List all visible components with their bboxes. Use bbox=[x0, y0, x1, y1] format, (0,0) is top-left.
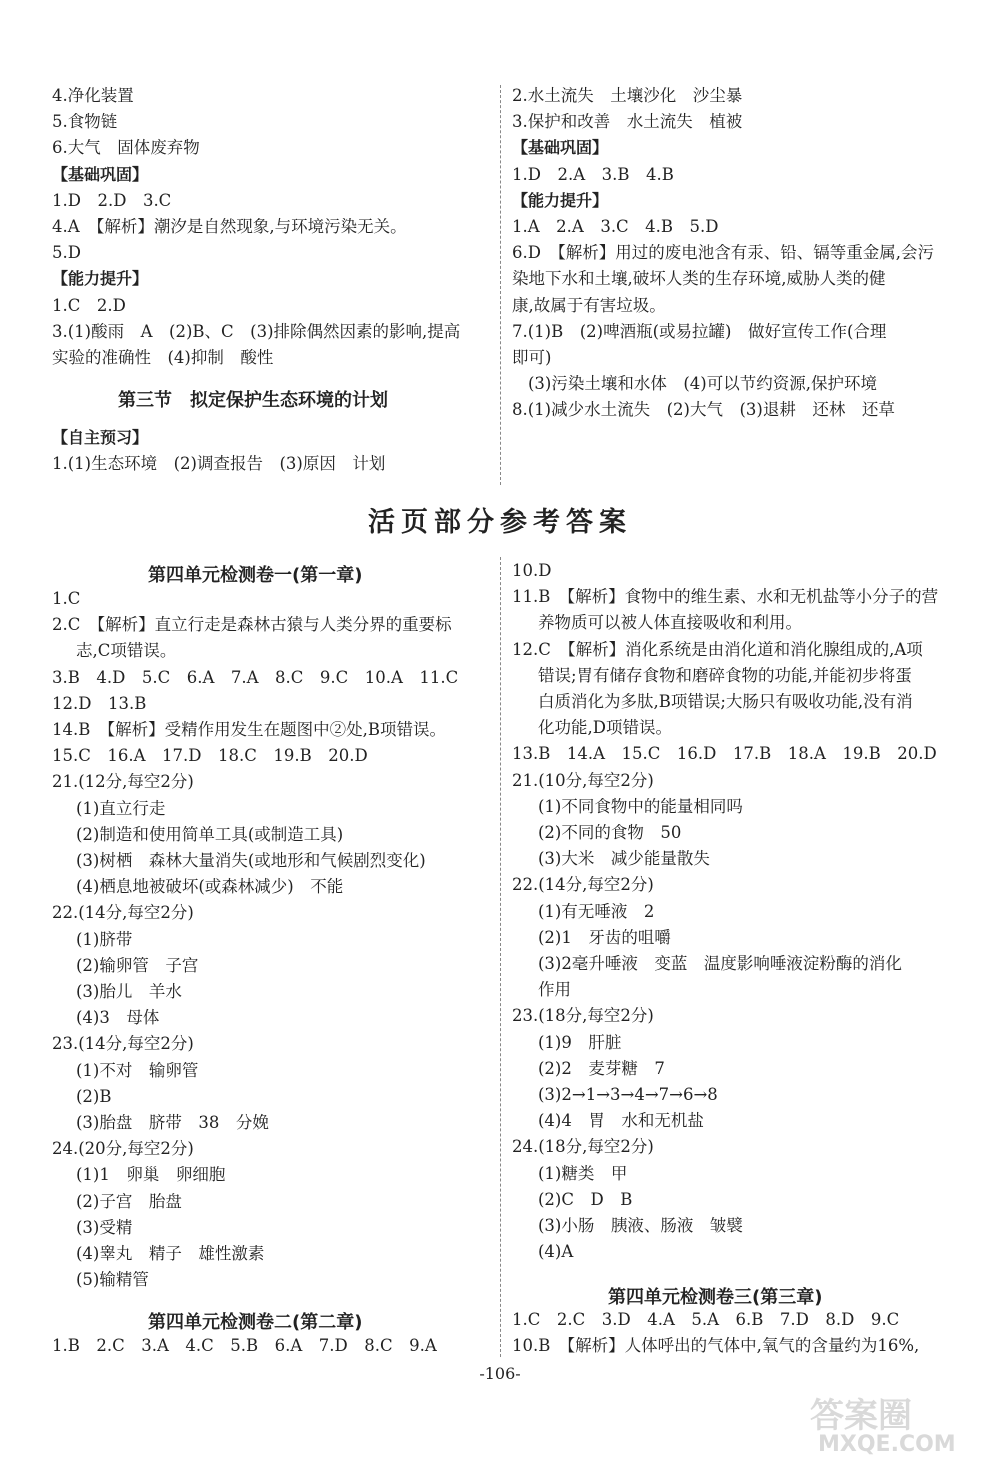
answer-line: 23.(18分,每空2分) bbox=[512, 1006, 654, 1026]
answer-line: 3.B 4.D 5.C 6.A 7.A 8.C 9.C 10.A 11.C bbox=[52, 667, 459, 687]
answer-line: 4.A 【解析】潮汐是自然现象,与环境污染无关。 bbox=[52, 217, 407, 236]
answer-line: 2.水土流失 土壤沙化 沙尘暴 bbox=[512, 86, 743, 105]
section-title: 第三节 拟定保护生态环境的计划 bbox=[118, 390, 388, 411]
answer-line: 1.A 2.A 3.C 4.B 5.D bbox=[512, 217, 719, 236]
answer-line: 白质消化为多肽,B项错误;大肠只有吸收功能,没有消 bbox=[538, 692, 913, 711]
answer-line: (1)糖类 甲 bbox=[538, 1163, 628, 1183]
answer-line: 即可) bbox=[512, 348, 552, 367]
section-label: 【基础巩固】 bbox=[52, 164, 149, 184]
answer-line: 1.D 2.A 3.B 4.B bbox=[512, 164, 674, 184]
answer-line: 24.(18分,每空2分) bbox=[512, 1137, 654, 1157]
answer-line: 1.C 2.C 3.D 4.A 5.A 6.B 7.D 8.D 9.C bbox=[512, 1310, 900, 1329]
answer-line: 错误;胃有储存食物和磨碎食物的功能,并能初步将蛋 bbox=[538, 665, 912, 685]
answer-line: (1)有无唾液 2 bbox=[538, 901, 655, 921]
answer-line: 养物质可以被人体直接吸收和利用。 bbox=[538, 613, 802, 633]
answer-line: 23.(14分,每空2分) bbox=[52, 1034, 194, 1054]
answer-line: (4)栖息地被破坏(或森林减少) 不能 bbox=[76, 877, 344, 897]
answer-line: 12.C 【解析】消化系统是由消化道和消化腺组成的,A项 bbox=[512, 639, 923, 659]
section-label: 【基础巩固】 bbox=[512, 138, 609, 158]
answer-line: 5.D bbox=[52, 243, 81, 263]
answer-line: 5.食物链 bbox=[52, 112, 118, 132]
section-big-title: 活页部分参考答案 bbox=[368, 507, 632, 538]
answer-line: (4)睾丸 精子 雄性激素 bbox=[76, 1244, 265, 1263]
answer-line: 21.(12分,每空2分) bbox=[52, 772, 194, 792]
page-number: -106- bbox=[479, 1364, 521, 1383]
answer-line: (1)不同食物中的能量相同吗 bbox=[538, 796, 743, 816]
answer-line: (1)直立行走 bbox=[76, 798, 166, 818]
answer-line: (3)胎盘 脐带 38 分娩 bbox=[76, 1113, 269, 1132]
answer-line: (2)制造和使用简单工具(或制造工具) bbox=[76, 824, 344, 844]
answer-line: 24.(20分,每空2分) bbox=[52, 1139, 194, 1159]
answer-line: (4)A bbox=[538, 1242, 574, 1262]
answer-line: (2)不同的食物 50 bbox=[538, 823, 682, 842]
watermark-url: MXQE.COM bbox=[818, 1432, 956, 1457]
answer-line: (1)不对 输卵管 bbox=[76, 1060, 199, 1080]
left-section-title: 第四单元检测卷一(第一章) bbox=[148, 565, 363, 586]
column-divider-top bbox=[500, 85, 501, 485]
answer-line: (2)C D B bbox=[538, 1189, 633, 1209]
left-section-title-2: 第四单元检测卷二(第二章) bbox=[148, 1312, 363, 1333]
answer-line: 1.B 2.C 3.A 4.C 5.B 6.A 7.D 8.C 9.A bbox=[52, 1336, 437, 1355]
answer-line: (3)污染土壤和水体 (4)可以节约资源,保护环境 bbox=[528, 374, 877, 394]
answer-line: 1.(1)生态环境 (2)调查报告 (3)原因 计划 bbox=[52, 454, 386, 474]
answer-line: (4)3 母体 bbox=[76, 1008, 160, 1028]
answer-line: 6.D 【解析】用过的废电池含有汞、铅、镉等重金属,会污 bbox=[512, 243, 934, 263]
answer-line: 3.保护和改善 水土流失 植被 bbox=[512, 112, 743, 132]
answer-line: (5)输精管 bbox=[76, 1270, 149, 1290]
answer-line: (2)子宫 胎盘 bbox=[76, 1191, 182, 1211]
column-divider-bottom bbox=[500, 557, 501, 1357]
answer-line: 22.(14分,每空2分) bbox=[512, 875, 654, 895]
section-label: 【能力提升】 bbox=[52, 269, 149, 289]
answer-line: 15.C 16.A 17.D 18.C 19.B 20.D bbox=[52, 746, 368, 766]
right-section-title-2: 第四单元检测卷三(第三章) bbox=[608, 1287, 823, 1308]
answer-line: 作用 bbox=[538, 980, 571, 1000]
answer-line: 化功能,D项错误。 bbox=[538, 718, 672, 738]
answer-line: (3)胎儿 羊水 bbox=[76, 982, 182, 1001]
answer-line: (3)树栖 森林大量消失(或地形和气候剧烈变化) bbox=[76, 851, 426, 870]
answer-line: 4.净化装置 bbox=[52, 86, 134, 105]
answer-line: 14.B 【解析】受精作用发生在题图中②处,B项错误。 bbox=[52, 720, 446, 739]
answer-line: 康,故属于有害垃圾。 bbox=[512, 295, 666, 315]
answer-line: 2.C 【解析】直立行走是森林古猿与人类分界的重要标 bbox=[52, 615, 452, 635]
answer-line: (3)2→1→3→4→7→6→8 bbox=[538, 1085, 718, 1104]
answer-line: 7.(1)B (2)啤酒瓶(或易拉罐) 做好宣传工作(合理 bbox=[512, 321, 887, 341]
answer-line: (1)1 卵巢 卵细胞 bbox=[76, 1165, 226, 1185]
answer-line: (3)小肠 胰液、肠液 皱襞 bbox=[538, 1216, 743, 1235]
answer-line: 1.C bbox=[52, 589, 81, 608]
answer-line: (2)2 麦芽糖 7 bbox=[538, 1058, 665, 1078]
answer-line: (1)脐带 bbox=[76, 929, 133, 949]
answer-line: 21.(10分,每空2分) bbox=[512, 770, 654, 790]
answer-line: (2)输卵管 子宫 bbox=[76, 955, 199, 975]
answer-line: 3.(1)酸雨 A (2)B、C (3)排除偶然因素的影响,提高 bbox=[52, 321, 461, 341]
section-label: 【自主预习】 bbox=[52, 428, 149, 447]
answer-line: 10.D bbox=[512, 561, 552, 580]
answer-line: (3)受精 bbox=[76, 1217, 133, 1237]
answer-line: (4)4 胃 水和无机盐 bbox=[538, 1111, 704, 1131]
answer-line: 11.B 【解析】食物中的维生素、水和无机盐等小分子的营 bbox=[512, 587, 939, 607]
answer-line: (1)9 肝脏 bbox=[538, 1032, 622, 1052]
answer-line: 10.B 【解析】人体呼出的气体中,氧气的含量约为16%, bbox=[512, 1336, 920, 1356]
answer-line: 染地下水和土壤,破坏人类的生存环境,威胁人类的健 bbox=[512, 269, 886, 289]
answer-line: 1.C 2.D bbox=[52, 295, 126, 315]
section-label: 【能力提升】 bbox=[512, 190, 609, 210]
watermark-logo: 答案圈 bbox=[810, 1396, 912, 1436]
answer-line: 12.D 13.B bbox=[52, 693, 147, 713]
answer-line: (2)B bbox=[76, 1086, 112, 1106]
answer-line: 22.(14分,每空2分) bbox=[52, 903, 194, 923]
answer-line: 志,C项错误。 bbox=[76, 641, 177, 661]
answer-line: 1.D 2.D 3.C bbox=[52, 190, 172, 210]
answer-line: (3)大米 减少能量散失 bbox=[538, 849, 710, 869]
answer-line: (3)2毫升唾液 变蓝 温度影响唾液淀粉酶的消化 bbox=[538, 954, 902, 973]
answer-line: 实验的准确性 (4)抑制 酸性 bbox=[52, 348, 274, 367]
answer-line: (2)1 牙齿的咀嚼 bbox=[538, 927, 671, 947]
answer-line: 8.(1)减少水土流失 (2)大气 (3)退耕 还林 还草 bbox=[512, 400, 895, 420]
answer-line: 13.B 14.A 15.C 16.D 17.B 18.A 19.B 20.D bbox=[512, 744, 937, 764]
answer-line: 6.大气 固体废弃物 bbox=[52, 138, 200, 158]
